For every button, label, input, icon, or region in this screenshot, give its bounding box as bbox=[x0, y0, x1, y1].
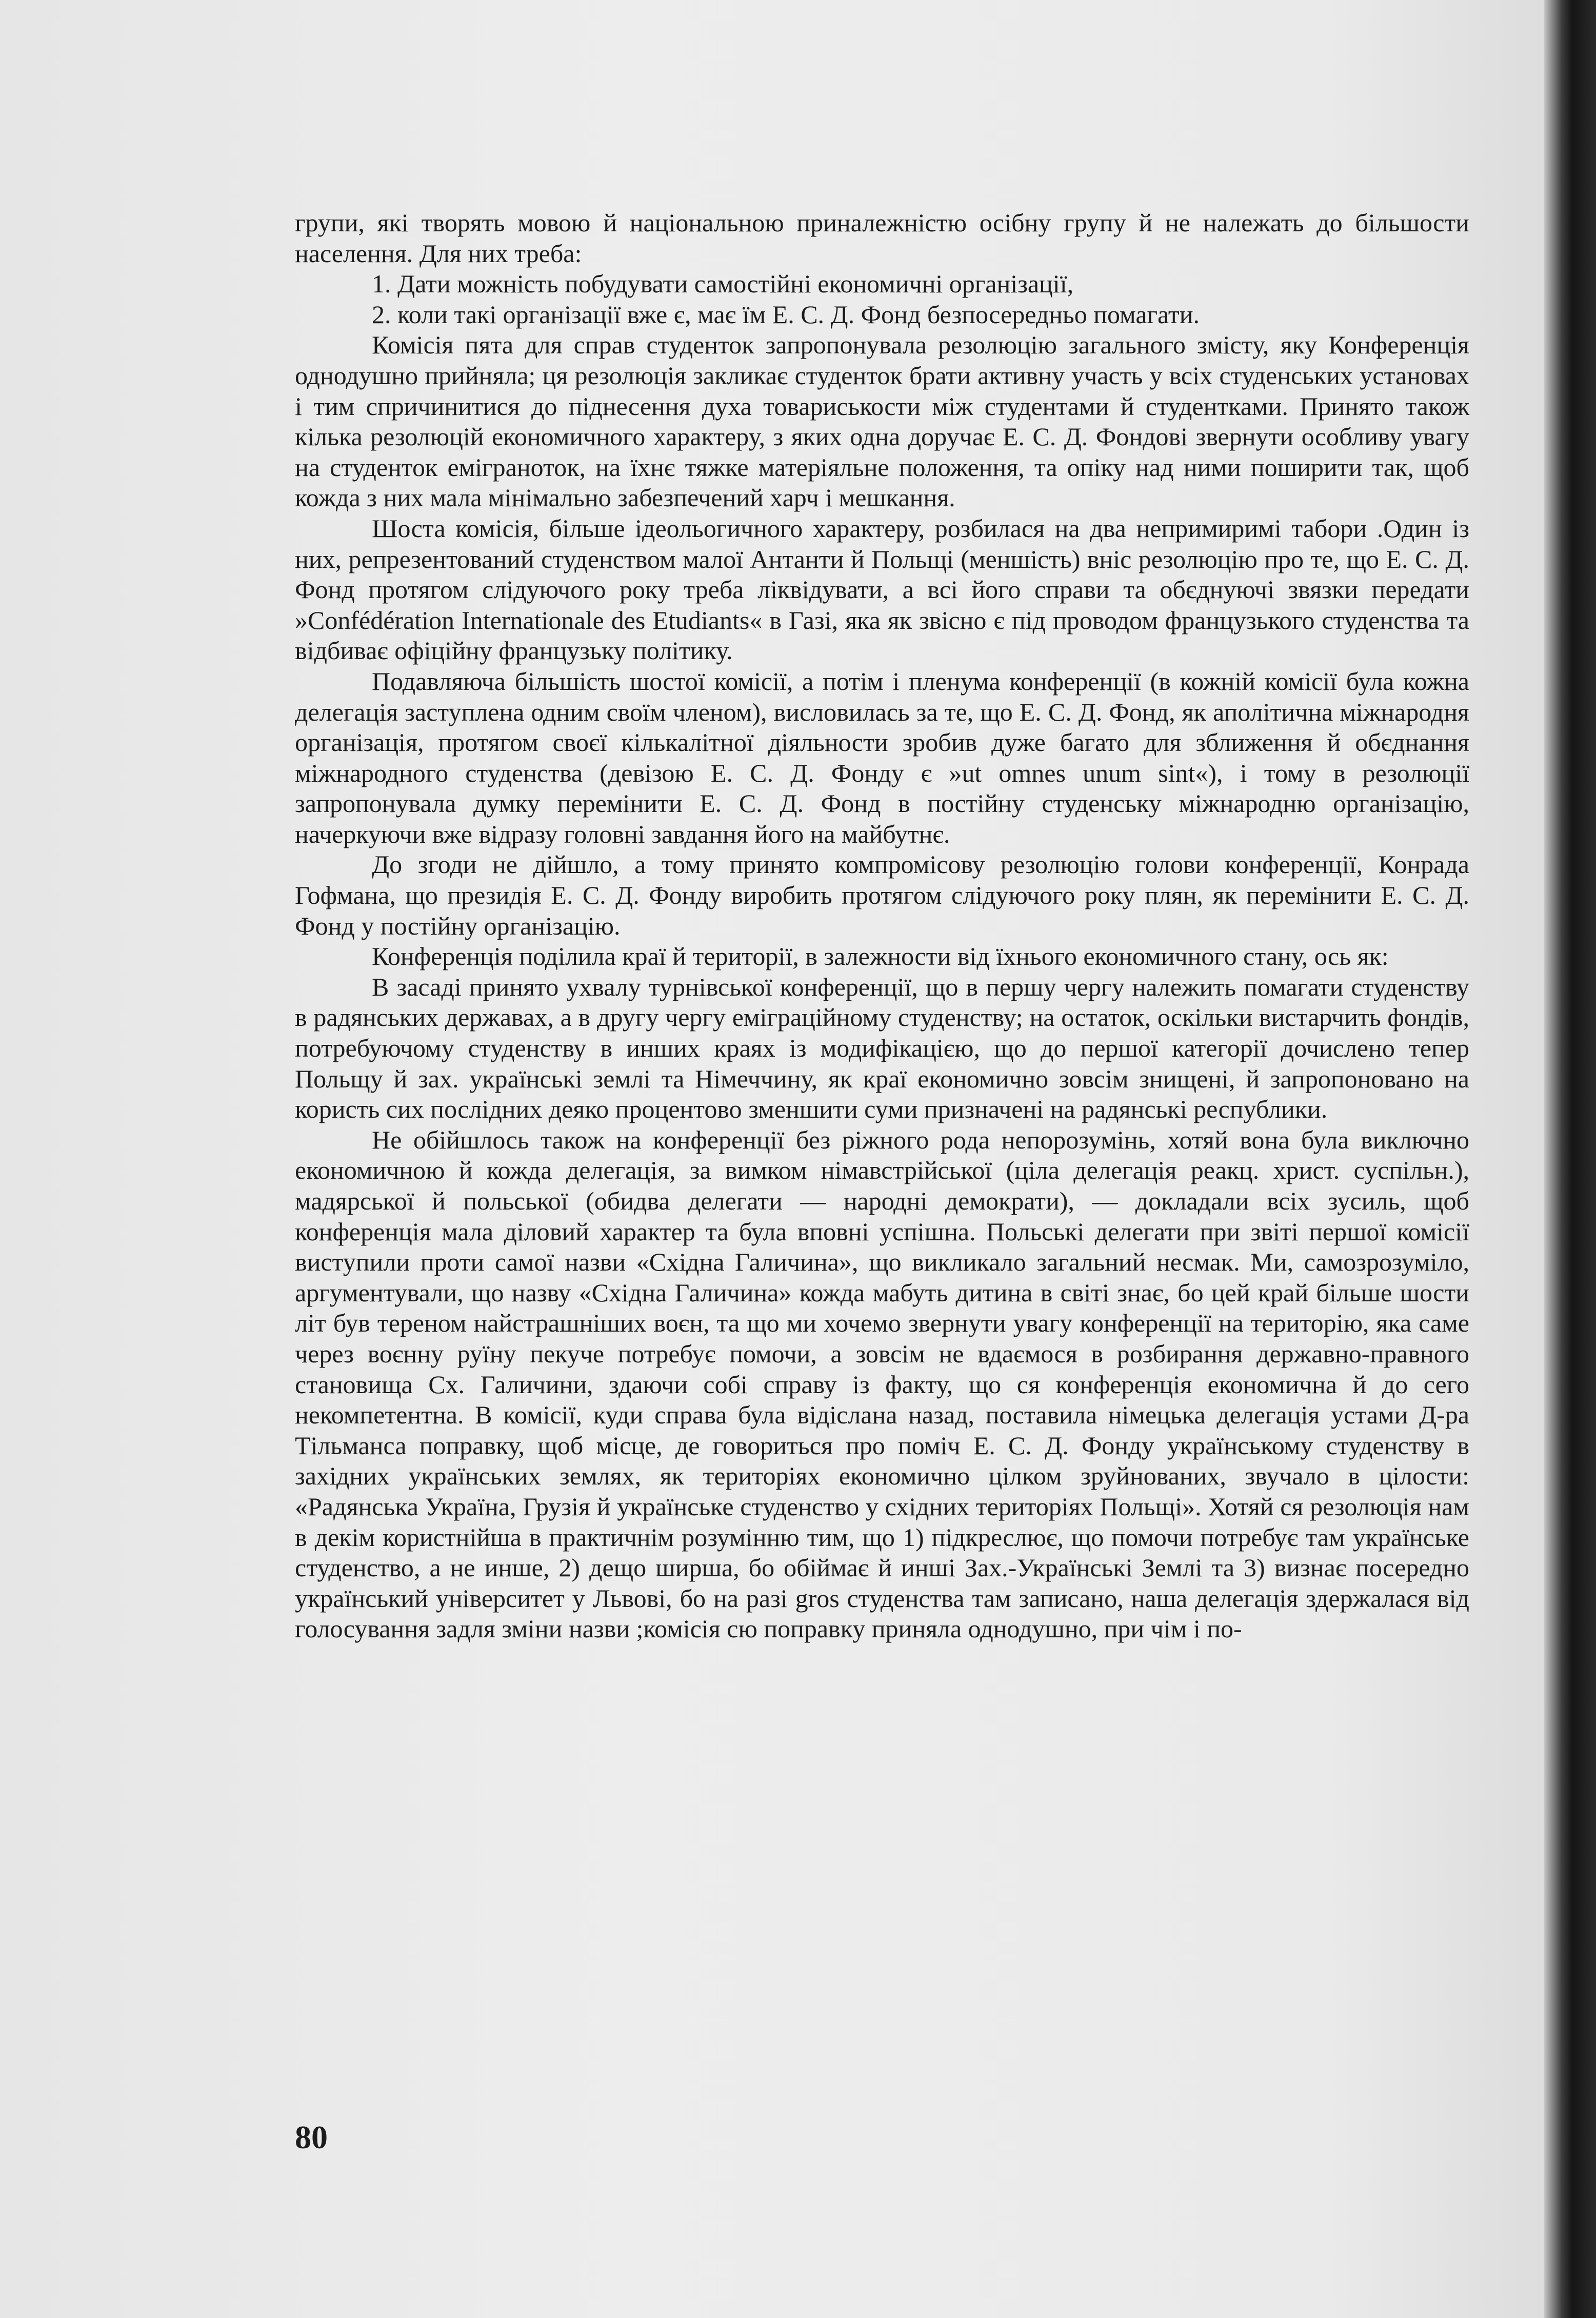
paragraph: Комісія пята для справ студенток запропонувала резолюцію загального змісту, яку Конференція однодушно прийняла; ця резолюція закликає студенток брати активну участь у всіх студенських установах і тим спричинитися до піднесення духа товариськости між студентами й студентками. Принято також кілька резолюцій економичного характеру, з яких одна доручає Е. С. Д. Фондові звернути особливу увагу на студенток еміграноток, на їхнє тяжке матеріяльне положення, та опіку над ними поширити так, щоб кожда з них мала мінімально забезпечений харч і мешкання. bbox=[295, 330, 1469, 512]
paragraph: Конференція поділила краї й території, в залежности від їхнього економичного стану, ось як: bbox=[372, 942, 1389, 971]
paragraph: Не обійшлось також на конференції без ріжного рода непорозумінь, хотяй вона була виключно економичною й кожда делегація, за вимком німавстрійської (ціла делегація реакц. христ. суспільн.), мадярської й польської (обидва делегати — народні демократи), — докладали всіх зусиль, щоб конференція мала діловий характер та була вповні успішна. Польські делегати при звіті першої комісії виступили проти самої назви «Східна Галичина», що викликало загальний несмак. Ми, самозрозуміло, аргументували, що назву «Східна Галичина» кожда мабуть дитина в світі знає, бо цей край більше шости літ був тереном найстрашніших воєн, та що ми хочемо звернути увагу конференції на територію, яка саме через воєнну руїну пекуче потребує помочи, а зовсім не вдаємося в розбирання державно-правного становища Сх. Галичини, здаючи собі справу із факту, що ся конференція економична й до сего некомпетентна. В комісії, куди справа була відіслана назад, поставила німецька делегація устами Д-ра Тільманса поправку, щоб місце, де говориться про поміч Е. С. Д. Фонду українському студенству в західних українських землях, як територіях економично цілком зруйнованих, звучало в цілости: «Радянська Україна, Грузія й українське студенство у східних територіях Польщі». Хотяй ся резолюція нам в декім користнійша в практичнім розумінню тим, що 1) підкреслює, що помочи потребує там українське студенство, а не инше, 2) дещо ширша, бо обіймає й инші Зах.-Українські Землі та 3) визнає посередно український університет у Львові, бо на разі gros студенства там записано, наша делегація здержалася від голосування задля зміни назви ;комісія сю поправку приняла однодушно, при чім і по- bbox=[295, 1125, 1469, 1643]
list-item: 1. Дати можність побудувати самостійні економичні організації, bbox=[372, 269, 1074, 299]
paragraph: Подавляюча більшість шостої комісії, а потім і пленума конференції (в кожній комісії була кожна делегація заступлена одним своїм членом), висловилась за те, що Е. С. Д. Фонд, як аполітична міжнародня організація, протягом своєї кількалітної діяльности зробив дуже багато для зближення й обєднання міжнародного студенства (девізою Е. С. Д. Фонду є »ut omnes unum sint«), і тому в резолюції запропонувала думку перемінити Е. С. Д. Фонд в постійну студенську міжнародню організацію, начеркуючи вже відразу головні завдання його на майбутнє. bbox=[295, 666, 1469, 848]
paragraph: групи, які творять мовою й національною приналежністю осібну групу й не належать до більшости населення. Для них треба: bbox=[295, 208, 1469, 268]
paragraph: В засаді принято ухвалу турнівської конференції, що в першу чергу належить помагати студенству в радянських державах, а в другу чергу еміграційному студенству; на остаток, оскільки вистарчить фондів, потребуючому студенству в инших краях із модифікацією, що до першої категорії дочислено тепер Польщу й зах. українські землі та Німеччину, як краї економично зовсім знищені, й запропоновано на користь сих послідних деяко процентово зменшити суми призначені на радянські республики. bbox=[295, 972, 1469, 1124]
list-item: 2. коли такі організації вже є, має їм Е. С. Д. Фонд безпосередньо помагати. bbox=[372, 300, 1200, 329]
paragraph: До згоди не дійшло, а тому принято компромісову резолюцію голови конференції, Конрада Гофмана, що президія Е. С. Д. Фонду виробить протягом слідуючого року плян, як перемінити Е. С. Д. Фонд у постійну організацію. bbox=[295, 850, 1469, 940]
page-number: 80 bbox=[295, 2119, 328, 2155]
page-text bbox=[295, 208, 1469, 1645]
paragraph: Шоста комісія, більше ідеольогичного характеру, розбилася на два непримиримі табори .Один із них, репрезентований студенством малої Антанти й Польщі (меншість) вніс резолюцію про те, що Е. С. Д. Фонд протягом слідуючого року треба ліквідувати, а всі його справи та обєднуючі звязки передати »Confédération Internationale des Etudiants« в Газі, яка як звісно є під проводом французького студенства та відбиває офіційну французьку політику. bbox=[295, 513, 1469, 665]
binding-edge bbox=[1544, 0, 1596, 2318]
